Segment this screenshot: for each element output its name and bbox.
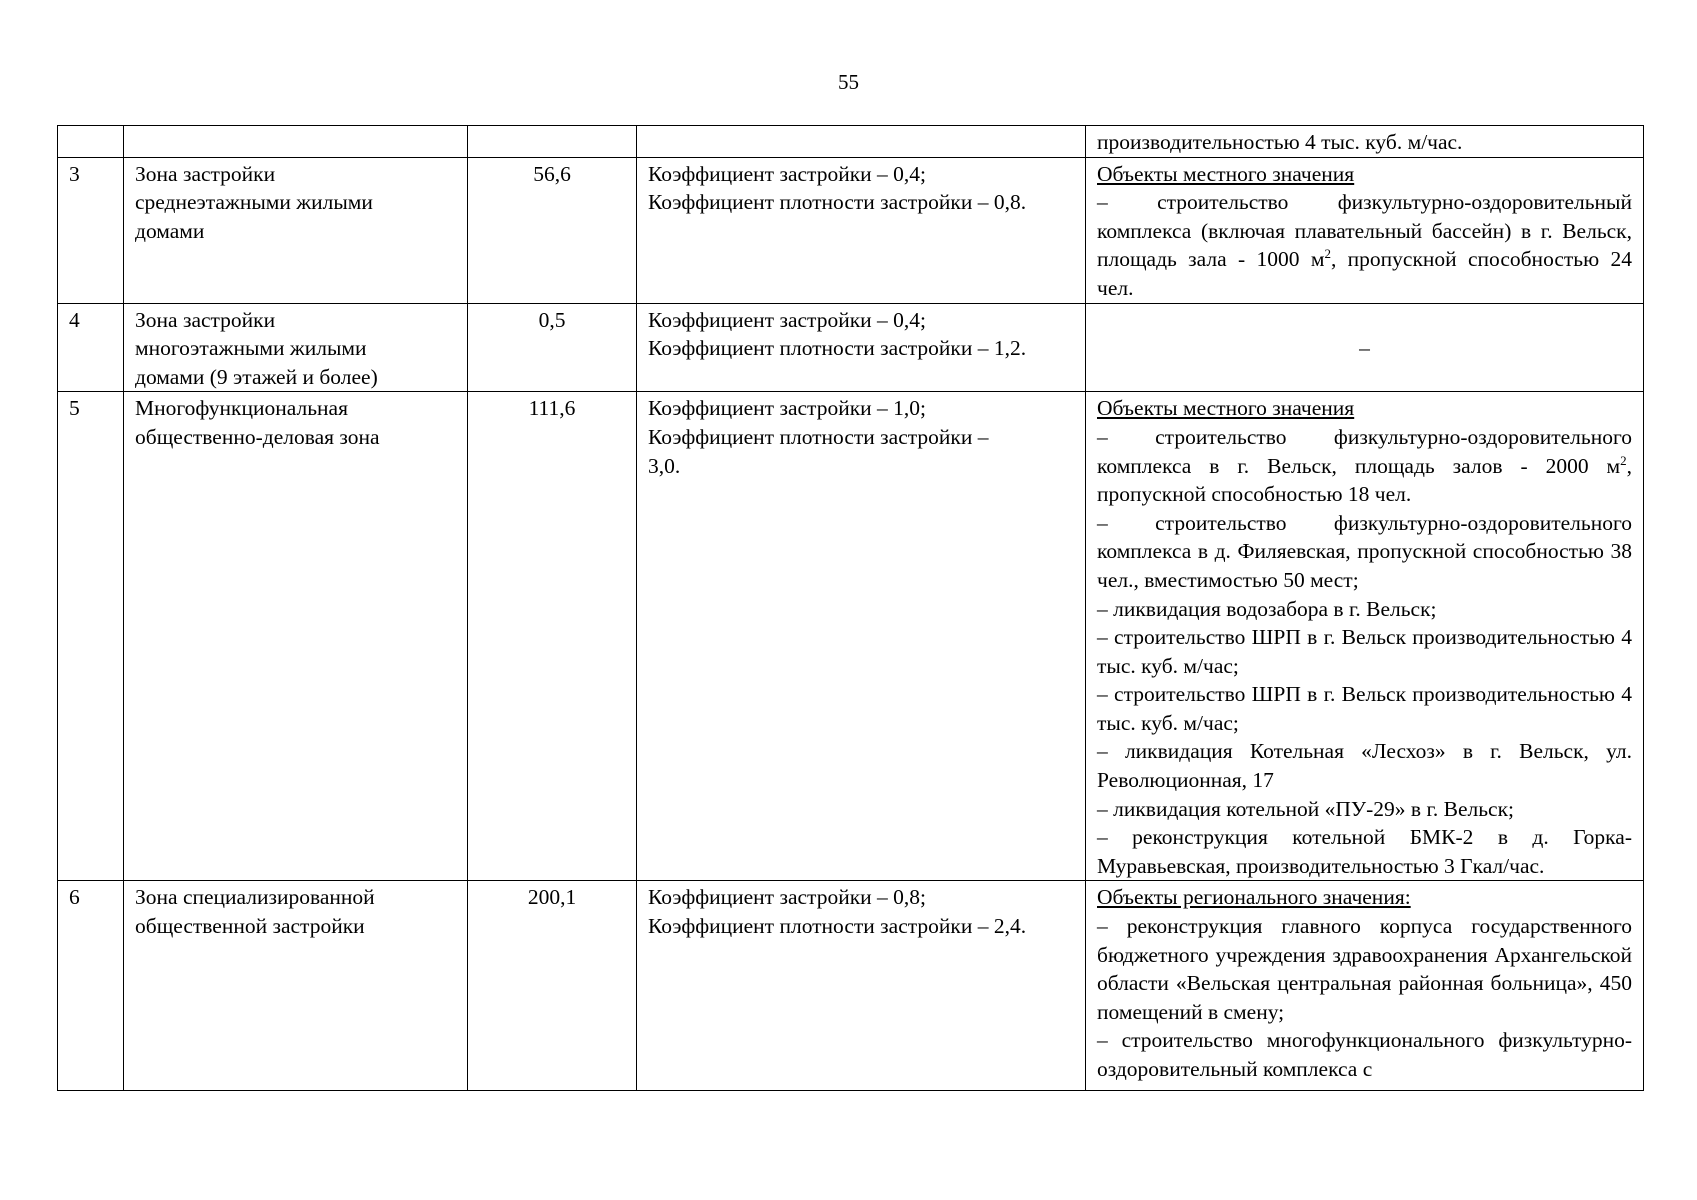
zone-name: [124, 126, 468, 158]
zone-name-line: общественной застройки: [135, 914, 365, 939]
object-item: – строительство ШРП в г. Вельск производительностью 4 тыс. куб. м/час;: [1097, 625, 1632, 678]
zone-area: 200,1: [468, 881, 637, 1091]
objects-heading: Объекты местного значения: [1097, 161, 1355, 186]
zone-name-line: среднеэтажными жилыми: [135, 190, 373, 215]
coefficient-line: Коэффициент застройки – 0,4;: [648, 307, 926, 332]
superscript: 2: [1620, 452, 1627, 468]
object-item: – реконструкция котельной БМК-2 в д. Горка-Муравьевская, производительностью 3 Гкал/час.: [1097, 825, 1632, 878]
object-item: – строительство ШРП в г. Вельск производительностью 4 тыс. куб. м/час;: [1097, 682, 1632, 735]
object-item: – строительство физкультурно-оздоровительного комплекса в д. Филяевская, пропускной способностью 38 чел., вместимостью 50 мест;: [1097, 510, 1632, 592]
zone-coefficients: [637, 157, 1086, 303]
object-item: – ликвидация водозабора в г. Вельск;: [1097, 596, 1437, 621]
coefficient-line: Коэффициент плотности застройки – 1,2.: [648, 336, 1027, 361]
object-item: – реконструкция главного корпуса государственного бюджетного учреждения здравоохранения Архангельской области «Вельская центральная районная больница», 450 помещений в смену;: [1097, 914, 1632, 1024]
coefficient-line: Коэффициент плотности застройки –: [648, 424, 989, 449]
planned-objects: [1086, 881, 1644, 1091]
zone-name: [124, 157, 468, 303]
page-number: 55: [838, 70, 859, 94]
zone-name-line: Многофункциональная: [135, 396, 348, 421]
coefficient-line: Коэффициент застройки – 1,0;: [648, 396, 926, 421]
row-number: 6: [58, 881, 124, 1091]
planned-objects: [1086, 392, 1644, 881]
coefficient-line: Коэффициент плотности застройки – 0,8.: [648, 190, 1027, 215]
planned-objects: –: [1086, 303, 1644, 392]
zone-area: 0,5: [468, 303, 637, 392]
coefficient-line: Коэффициент плотности застройки – 2,4.: [648, 914, 1027, 939]
table-row: [58, 392, 1644, 881]
zone-name: [124, 303, 468, 392]
object-item: – ликвидация Котельная «Лесхоз» в г. Вельск, ул. Революционная, 17: [1097, 739, 1632, 793]
zone-area: [468, 126, 637, 158]
object-item: – строительство многофункционального физкультурно-оздоровительный комплекса с: [1097, 1028, 1632, 1081]
row-number: 5: [58, 392, 124, 881]
zone-name-line: домами (9 этажей и более): [135, 364, 378, 389]
zones-table: [57, 125, 1644, 1091]
zone-name-line: Зона застройки: [135, 307, 276, 332]
objects-heading: Объекты местного значения: [1097, 396, 1355, 421]
zone-name-line: Зона застройки: [135, 161, 276, 186]
planned-objects: [1086, 126, 1644, 158]
table-row: [58, 303, 1644, 392]
object-item: – строительство физкультурно-оздоровительного комплекса в г. Вельск, площадь залов - 2000 $м^2$, пропускной способностью 18 чел.: [1097, 424, 1632, 507]
table-row: [58, 126, 1644, 158]
zone-name-line: общественно-деловая зона: [135, 424, 380, 449]
coefficient-line: 3,0.: [648, 453, 681, 478]
object-item: – строительство физкультурно-оздоровительный комплекса (включая плавательный бассейн) в г. Вельск, площадь зала - 1000 $м^2$, пропускной способностью 24 чел.: [1097, 190, 1632, 300]
zone-coefficients: [637, 303, 1086, 392]
objects-heading: Объекты регионального значения:: [1097, 885, 1411, 910]
zone-name: [124, 392, 468, 881]
zone-coefficients: [637, 881, 1086, 1091]
table-row: [58, 157, 1644, 303]
zone-coefficients: [637, 126, 1086, 158]
planned-objects: [1086, 157, 1644, 303]
zone-area: 56,6: [468, 157, 637, 303]
coefficient-line: Коэффициент застройки – 0,8;: [648, 885, 926, 910]
zone-area: 111,6: [468, 392, 637, 881]
superscript: 2: [1324, 246, 1331, 262]
coefficient-line: Коэффициент застройки – 0,4;: [648, 161, 926, 186]
row-number: 4: [58, 303, 124, 392]
zone-coefficients: [637, 392, 1086, 881]
continuation-text: производительностью 4 тыс. куб. м/час.: [1097, 130, 1463, 154]
object-item: – ликвидация котельной «ПУ-29» в г. Вельск;: [1097, 796, 1514, 821]
zone-name-line: Зона специализированной: [135, 885, 375, 910]
row-number: [58, 126, 124, 158]
row-number: 3: [58, 157, 124, 303]
zone-name-line: многоэтажными жилыми: [135, 336, 367, 361]
zone-name-line: домами: [135, 218, 205, 243]
table-row: [58, 881, 1644, 1091]
zone-name: [124, 881, 468, 1091]
